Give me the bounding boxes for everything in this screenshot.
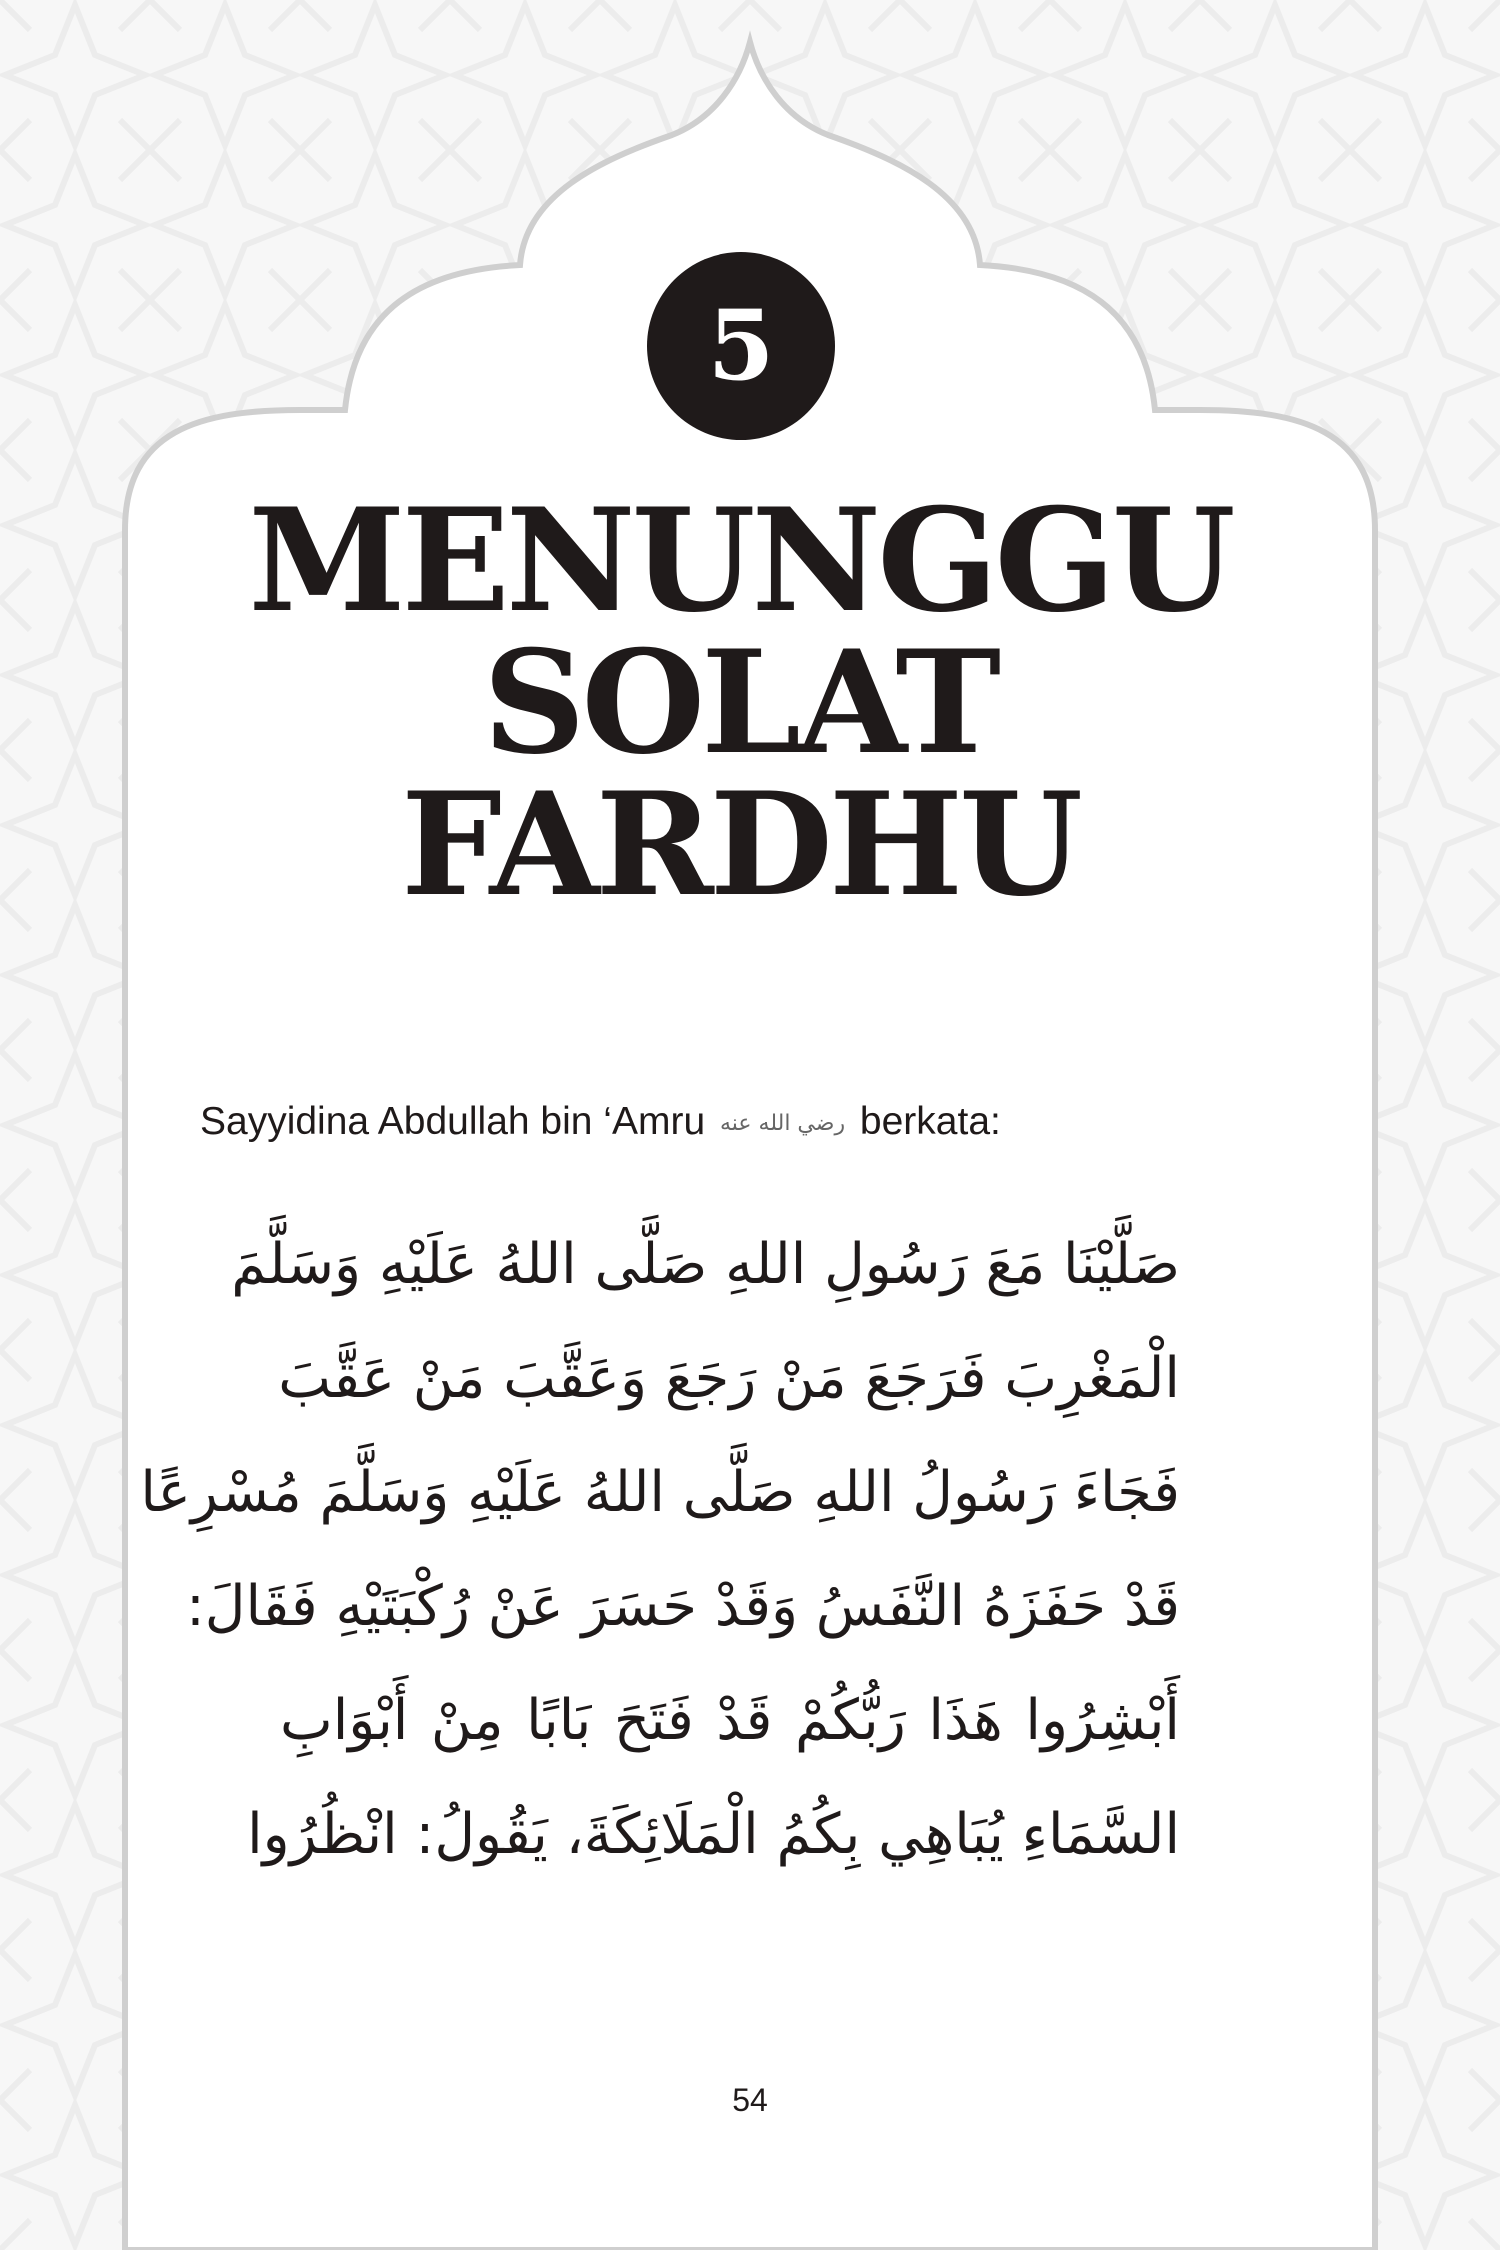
arabic-line-3: فَجَاءَ رَسُولُ اللهِ صَلَّى اللهُ عَلَيْهِ وَسَلَّمَ مُسْرِعًا xyxy=(140,1460,1180,1525)
chapter-title-line-2: SOLAT xyxy=(482,620,998,786)
arabic-line-4: قَدْ حَفَزَهُ النَّفَسُ وَقَدْ حَسَرَ عَنْ رُكْبَتَيْهِ فَقَالَ: xyxy=(185,1574,1180,1639)
chapter-number-badge: 5 xyxy=(647,252,835,440)
intro-verb: berkata: xyxy=(859,1100,1001,1143)
honorific-glyph: رضي الله عنه xyxy=(719,1110,846,1136)
arabic-line-1: صَلَّيْنَا مَعَ رَسُولِ اللهِ صَلَّى اللهُ عَلَيْهِ وَسَلَّمَ xyxy=(231,1232,1180,1297)
arabic-line-6: السَّمَاءِ يُبَاهِي بِكُمُ الْمَلَائِكَةَ، يَقُولُ: انْظُرُوا xyxy=(247,1802,1180,1867)
chapter-title-line-1: MENUNGGU xyxy=(248,478,1232,644)
hadith-intro xyxy=(200,1092,1300,1154)
narrator-name: Sayyidina Abdullah bin ‘Amru xyxy=(200,1100,706,1143)
chapter-title-line-3: FARDHU xyxy=(401,762,1079,928)
hadith-arabic-text xyxy=(140,1208,1180,1892)
arabic-line-2: الْمَغْرِبَ فَرَجَعَ مَنْ رَجَعَ وَعَقَّبَ مَنْ عَقَّبَ xyxy=(278,1346,1180,1411)
page-number: 54 xyxy=(732,2082,768,2118)
chapter-title xyxy=(170,478,1310,928)
arabic-line-5: أَبْشِرُوا هَذَا رَبُّكُمْ قَدْ فَتَحَ بَابًا مِنْ أَبْوَابِ xyxy=(280,1688,1180,1753)
